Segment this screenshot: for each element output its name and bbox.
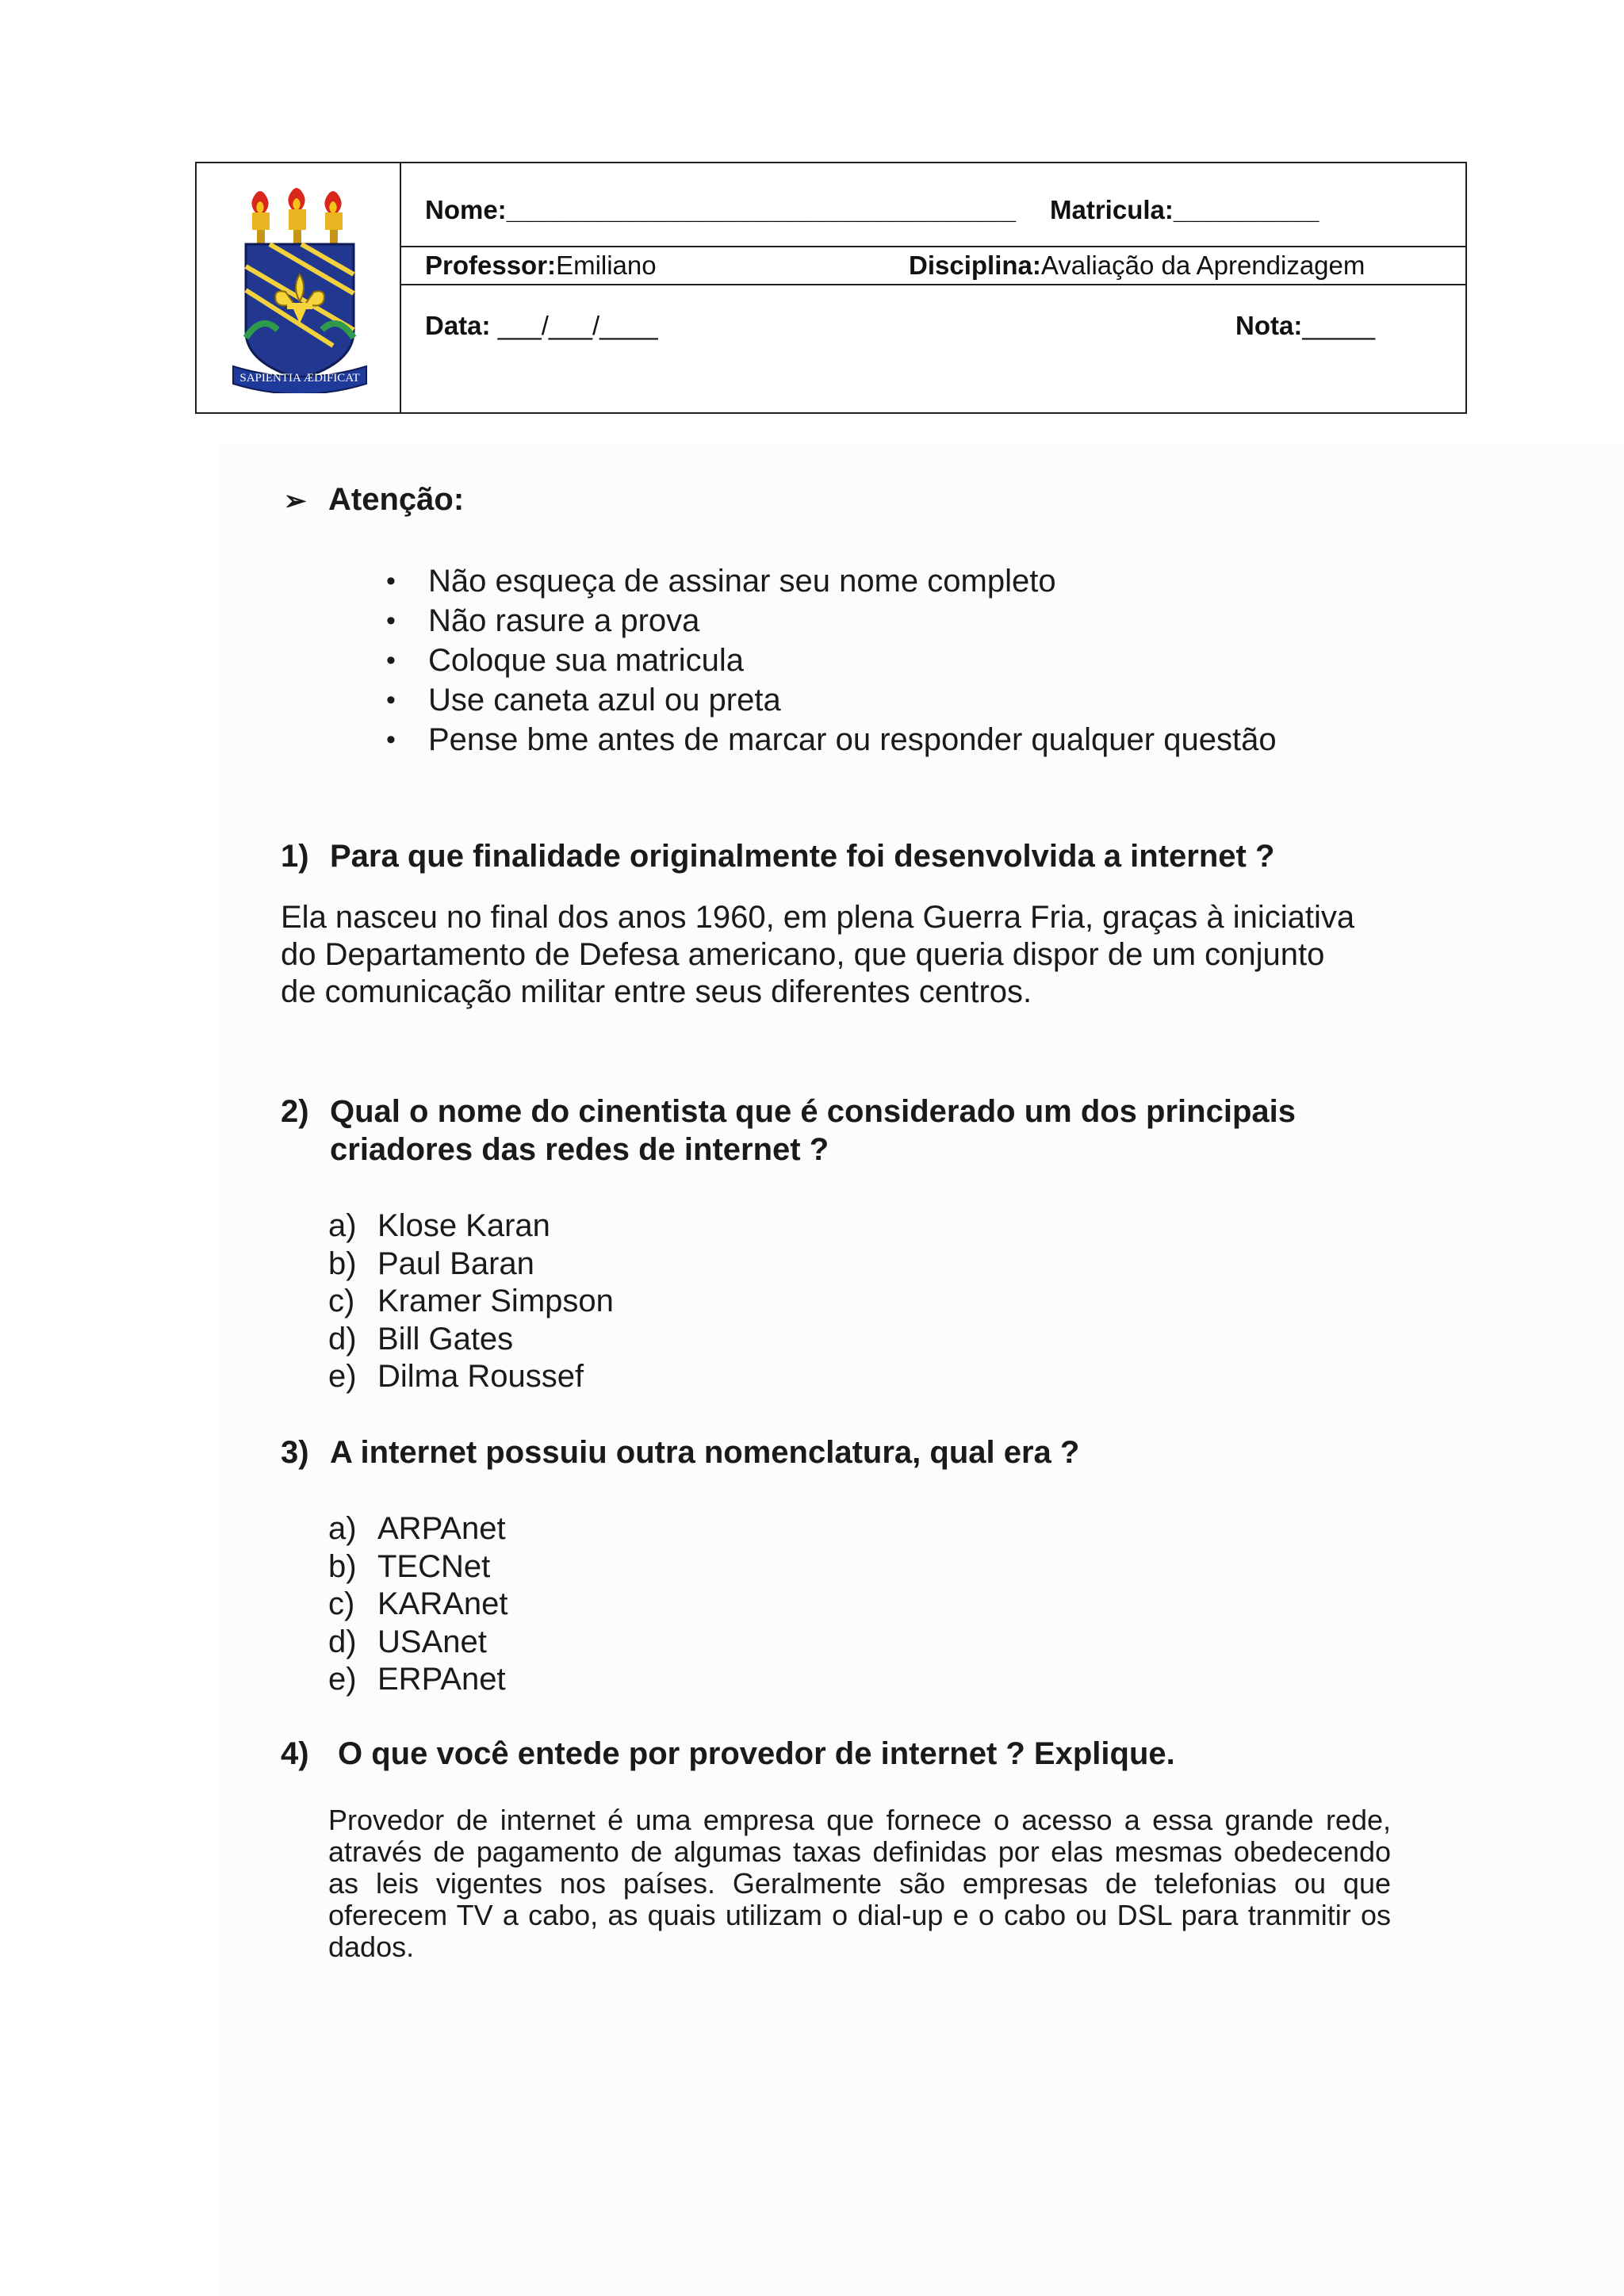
answer-4: Provedor de internet é uma empresa que fornece o acesso a essa grande rede, através de pagamento de algumas taxas definidas por elas mesmas obedecendo as leis vigentes nos países. Geralmente são empresas de telefonias ou que oferecem TV a cabo, as quais utilizam o dial-up e o cabo ou DSL para tranmitir os dados. [328,1804,1391,1963]
university-crest-logo [230,187,370,393]
option-item[interactable]: e) Dilma Roussef [328,1359,584,1395]
bullet-icon: • [386,606,396,636]
disciplina-field: Disciplina:Avaliação da Aprendizagem [909,251,1365,280]
option-item[interactable]: d) Bill Gates [328,1321,514,1357]
option-item[interactable]: c) KARAnet [328,1586,508,1622]
nota-field[interactable]: Nota:_____ [1235,311,1376,340]
option-item[interactable]: e) ERPAnet [328,1662,506,1697]
question-3-options [328,1510,508,1698]
question-2: 2) Qual o nome do cinentista que é considerado um dos principais criadores das redes de internet ? [281,1094,1296,1167]
question-1: 1) Para que finalidade originalmente foi desenvolvida a internet ? [281,839,1275,874]
option-item[interactable]: a) ARPAnet [328,1511,506,1546]
header-row-name [401,163,1465,247]
option-item[interactable]: a) Klose Karan [328,1208,550,1243]
name-field[interactable]: Nome:___________________________________ [425,195,1017,224]
answer-1: Ela nasceu no final dos anos 1960, em plena Guerra Fria, graças à iniciativa do Departamento de Defesa americano, que queria dispor de um conjunto de comunicação militar entre seus diferentes centros. [281,900,1355,1009]
exam-header [195,162,1467,414]
bullet-icon: • [386,725,396,755]
option-item[interactable]: b) TECNet [328,1548,491,1584]
matricula-field[interactable]: Matricula:__________ [1050,195,1320,224]
logo-motto: SAPIENTIA ÆDIFICAT [239,372,360,385]
question-3: 3) A internet possuiu outra nomenclatura, qual era ? [281,1435,1080,1470]
question-4: 4) O que você entede por provedor de internet ? Explique. [281,1736,1175,1771]
date-field[interactable]: Data: ___/___/____ [425,311,658,340]
option-item[interactable]: c) Kramer Simpson [328,1284,614,1319]
attention-item: • Pense bme antes de marcar ou responder qualquer questão [379,720,1277,760]
logo-cell [197,163,401,412]
attention-item: • Não rasure a prova [379,601,1277,641]
professor-field: Professor:Emiliano [425,251,657,280]
arrow-bullet-icon: ➢ [284,486,307,516]
attention-heading: ➢ Atenção: [284,482,465,517]
attention-item: • Coloque sua matricula [379,641,1277,680]
bullet-icon: • [386,685,396,715]
bullet-icon: • [386,645,396,675]
option-item[interactable]: d) USAnet [328,1624,487,1659]
question-2-options [328,1207,614,1395]
attention-item: • Não esqueça de assinar seu nome completo [379,561,1277,601]
bullet-icon: • [386,566,396,596]
header-row-professor [401,247,1465,285]
attention-item: • Use caneta azul ou preta [379,680,1277,720]
attention-list [379,561,1277,760]
header-row-date [401,285,1465,412]
option-item[interactable]: b) Paul Baran [328,1246,534,1281]
